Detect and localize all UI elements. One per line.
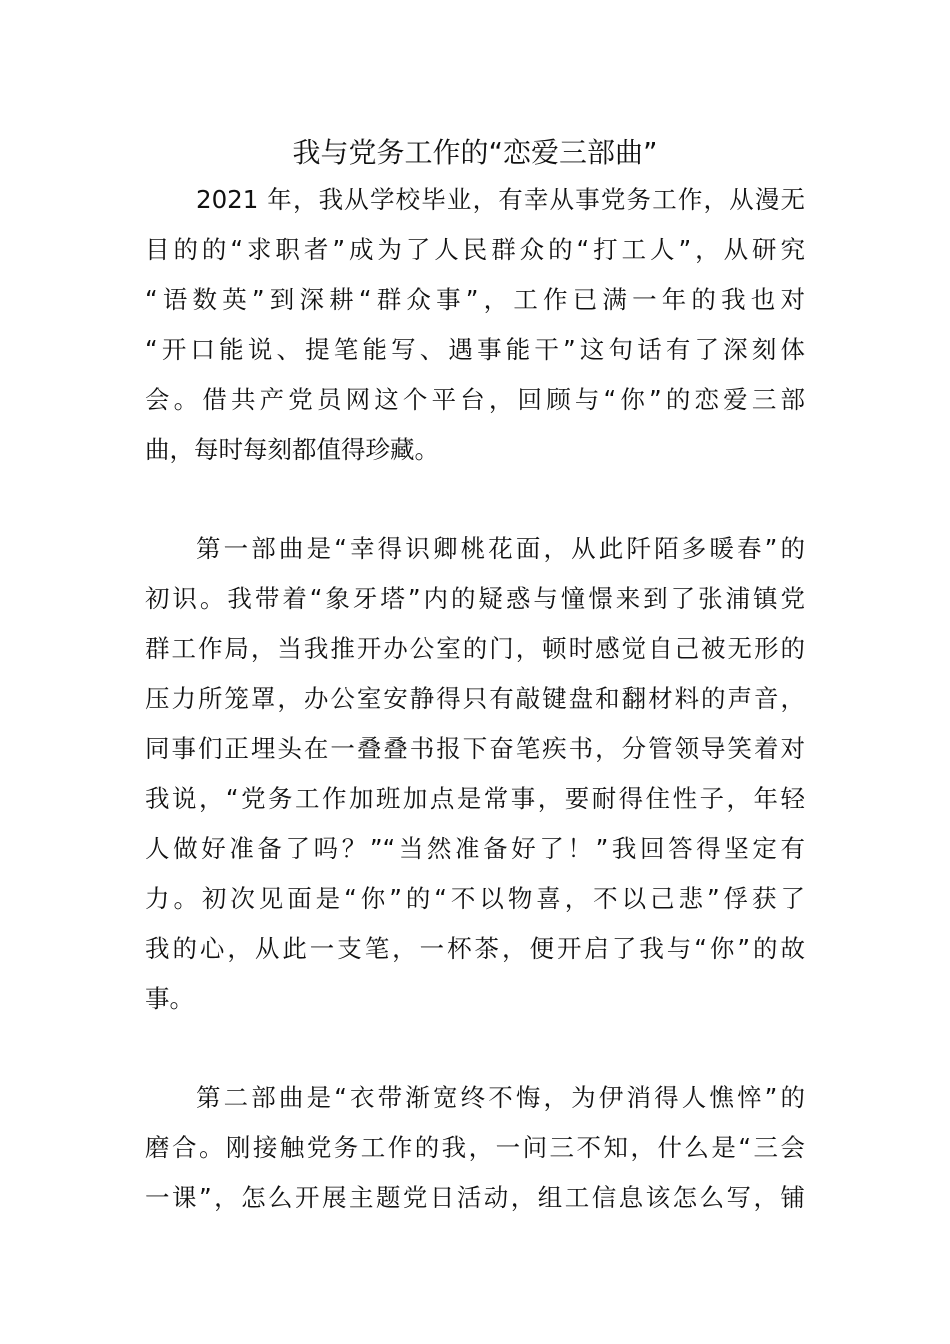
paragraph-2-line-6: 我说，“党务工作加班加点是常事，要耐得住性子，年轻 xyxy=(145,784,805,813)
paragraph-2-line-7: 人做好准备了吗？”“当然准备好了！”我回答得坚定有 xyxy=(145,834,805,863)
paragraph-2-line-1: 第一部曲是“幸得识卿桃花面，从此阡陌多暖春”的 xyxy=(196,534,805,563)
document-title: 我与党务工作的“恋爱三部曲” xyxy=(292,136,658,169)
paragraph-1-line-5: 会。借共产党员网这个平台，回顾与“你”的恋爱三部 xyxy=(145,385,805,414)
paragraph-1-line-4: “开口能说、提笔能写、遇事能干”这句话有了深刻体 xyxy=(145,335,805,364)
paragraph-2-line-8: 力。初次见面是“你”的“不以物喜，不以己悲”俘获了 xyxy=(145,884,805,913)
paragraph-3-line-2: 磨合。刚接触党务工作的我，一问三不知，什么是“三会 xyxy=(145,1133,805,1162)
paragraph-2-line-4: 压力所笼罩，办公室安静得只有敲键盘和翻材料的声音， xyxy=(145,684,805,713)
paragraph-1-line-3: “语数英”到深耕“群众事”，工作已满一年的我也对 xyxy=(145,285,805,314)
paragraph-2-line-9: 我的心，从此一支笔，一杯茶，便开启了我与“你”的故 xyxy=(145,934,805,963)
paragraph-3-line-3: 一课”，怎么开展主题党日活动，组工信息该怎么写，铺 xyxy=(145,1183,805,1212)
paragraph-2-line-10: 事。 xyxy=(145,984,194,1013)
paragraph-2-line-2: 初识。我带着“象牙塔”内的疑惑与憧憬来到了张浦镇党 xyxy=(145,584,805,613)
paragraph-2-line-3: 群工作局，当我推开办公室的门，顿时感觉自己被无形的 xyxy=(145,634,805,663)
paragraph-2-line-5: 同事们正埋头在一叠叠书报下奋笔疾书，分管领导笑着对 xyxy=(145,734,805,763)
paragraph-1-line-2: 目的的“求职者”成为了人民群众的“打工人”，从研究 xyxy=(145,235,805,264)
paragraph-1-line-1: 2021 年，我从学校毕业，有幸从事党务工作，从漫无 xyxy=(196,185,805,214)
paragraph-3-line-1: 第二部曲是“衣带渐宽终不悔，为伊消得人憔悴”的 xyxy=(196,1083,805,1112)
paragraph-1-line-6: 曲，每时每刻都值得珍藏。 xyxy=(145,435,439,464)
